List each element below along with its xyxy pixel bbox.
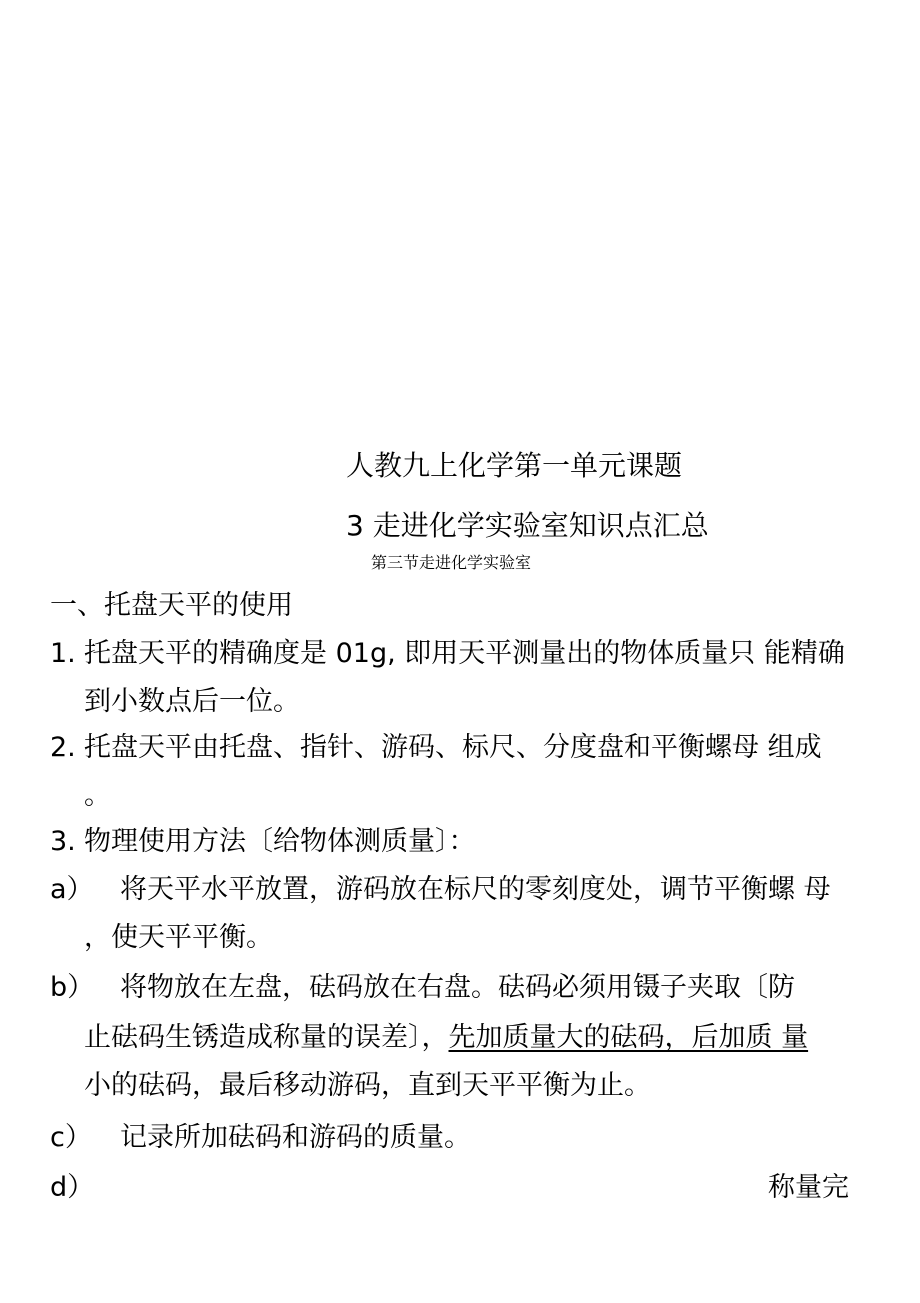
step-a-line-1: 将天平水平放置，游码放在标尺的零刻度处，调节平衡螺 母 [120, 874, 831, 905]
step-b-line-3: 小的砝码，最后移动游码，直到天平平衡为止。 [84, 1070, 651, 1101]
item-2-line-1: 托盘天平由托盘、指针、游码、标尺、分度盘和平衡螺母 组成 [84, 732, 822, 763]
step-b-label: b） [50, 972, 95, 1003]
item-3-line-1: 物理使用方法〔给物体测质量〕： [84, 826, 476, 857]
step-b-line-1: 将物放在左盘，砝码放在右盘。砝码必须用镊子夹取〔防 [120, 972, 795, 1003]
item-1-number: 1. [50, 638, 76, 669]
step-d-label: d） [50, 1172, 95, 1203]
item-2-number: 2. [50, 732, 76, 763]
subtitle: 第三节走进化学实验室 [371, 553, 532, 572]
step-a-line-2: ，使天平平衡。 [84, 922, 273, 953]
item-3-number: 3. [50, 826, 76, 857]
item-1-line-2: 到小数点后一位。 [84, 686, 300, 717]
step-b-line-2-plain: 止砝码生锈造成称量的误差〕， [84, 1022, 449, 1053]
section-heading: 一、托盘天平的使用 [50, 590, 293, 621]
step-d-line-1: 称量完 [768, 1172, 849, 1203]
step-c-label: c） [50, 1122, 92, 1153]
step-c-line-1: 记录所加砝码和游码的质量。 [120, 1122, 471, 1153]
step-b-line-2 [84, 1024, 808, 1051]
title-line-2: 3 走进化学实验室知识点汇总 [346, 509, 709, 542]
item-2-line-2: 。 [84, 780, 111, 811]
title-line-1: 人教九上化学第一单元课题 [346, 449, 683, 482]
item-1-line-1: 托盘天平的精确度是 01g, 即用天平测量出的物体质量只 能精确 [84, 638, 845, 669]
step-a-label: a） [50, 874, 94, 905]
step-b-line-2-underlined: 先加质量大的砝码，后加质 量 [448, 1022, 809, 1053]
